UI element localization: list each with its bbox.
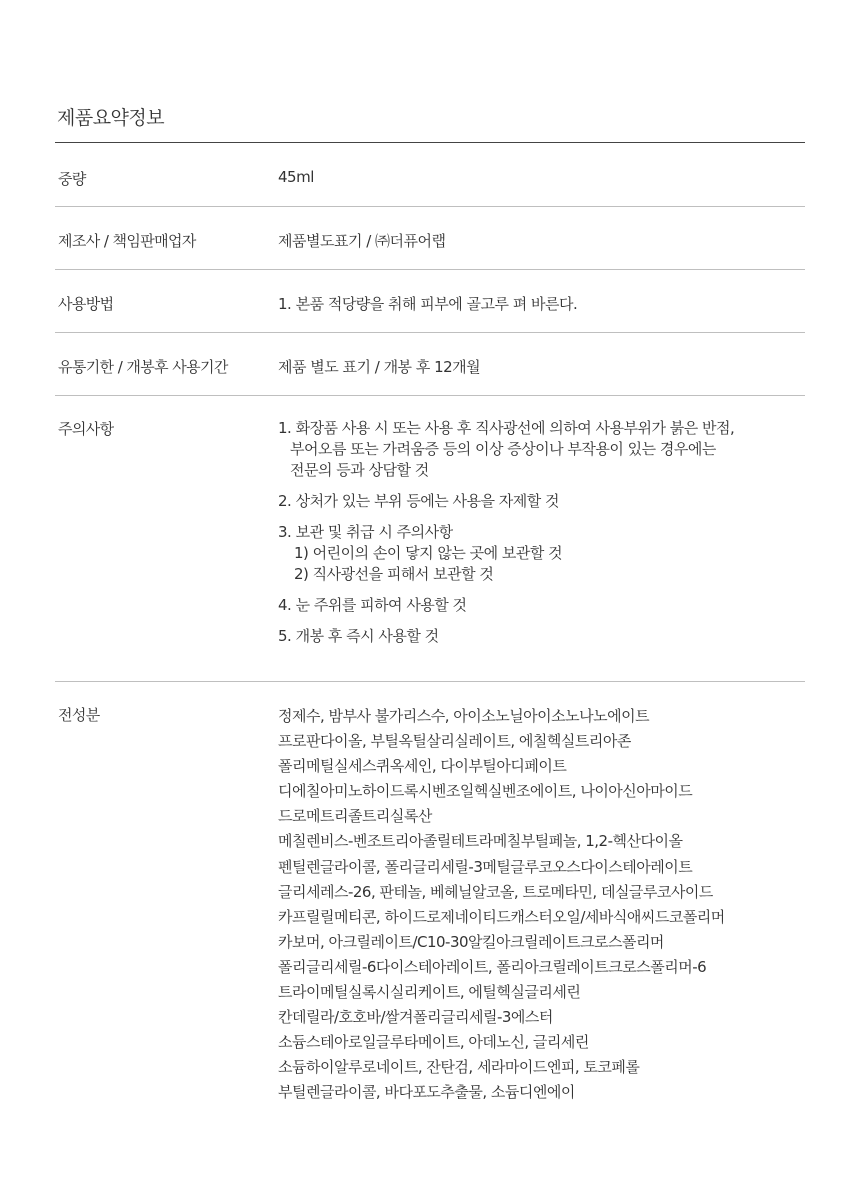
row-ingredients [55,682,805,1106]
caution-item [278,418,805,481]
row-label: 주의사항 [58,420,114,438]
ingredient-line: 정제수, 밤부사 불가리스수, 아이소노닐아이소노나노에이트 [278,707,650,725]
ingredient-line: 소듐하이알루로네이트, 잔탄검, 세라마이드엔피, 토코페롤 [278,1058,640,1077]
caution-item [278,522,805,585]
section-title: 제품요약정보 [57,107,165,129]
ingredient-line: 폴리메틸실세스퀴옥세인, 다이부틸아디페이트 [278,757,567,776]
caution-item [278,595,805,616]
caution-text: 3. 보관 및 취급 시 주의사항 [278,523,453,541]
row-label: 사용방법 [58,295,114,313]
row-label: 중량 [58,170,86,188]
row-value: 1. 본품 적당량을 취해 피부에 골고루 펴 바른다. [278,295,578,313]
ingredient-line: 소듐스테아로일글루타메이트, 아데노신, 글리세린 [278,1033,589,1052]
ingredient-line: 디에칠아미노하이드록시벤조일헥실벤조에이트, 나이아신아마이드 [278,782,693,801]
row-label: 전성분 [58,706,100,724]
row-value: 제품 별도 표기 / 개봉 후 12개월 [278,358,481,376]
row-caution [55,396,805,682]
ingredient-line: 트라이메틸실록시실리케이트, 에틸헥실글리세린 [278,983,581,1002]
ingredient-line: 카보머, 아크릴레이트/C10-30알킬아크릴레이트크로스폴리머 [278,932,664,951]
caution-text: 2. 상처가 있는 부위 등에는 사용을 자제할 것 [278,492,560,510]
ingredient-line: 프로판다이올, 부틸옥틸살리실레이트, 에칠헥실트리아존 [278,732,631,751]
ingredient-line: 펜틸렌글라이콜, 폴리글리세릴-3메틸글루코오스다이스테아레이트 [278,857,693,876]
row-expiry [55,333,805,396]
row-usage [55,270,805,333]
product-info-table [55,142,805,1106]
caution-text: 5. 개봉 후 즉시 사용할 것 [278,627,439,645]
row-value: 45ml [278,168,314,186]
caution-text: 1. 화장품 사용 시 또는 사용 후 직사광선에 의하여 사용부위가 붉은 반점, [278,419,735,437]
caution-text: 전문의 등과 상담할 것 [290,461,429,479]
ingredient-line: 부틸렌글라이콜, 바다포도추출물, 소듐디엔에이 [278,1083,575,1102]
ingredient-line: 드로메트리졸트리실록산 [278,807,432,826]
row-label: 제조사 / 책임판매업자 [58,232,196,250]
caution-text: 부어오름 또는 가려움증 등의 이상 증상이나 부작용이 있는 경우에는 [290,440,716,458]
ingredient-line: 카프릴릴메티콘, 하이드로제네이티드캐스터오일/세바식애씨드코폴리머 [278,907,725,926]
ingredients-list [278,682,805,1106]
caution-item [278,491,805,512]
ingredient-line: 메칠렌비스-벤조트리아졸릴테트라메칠부틸페놀, 1,2-헥산다이올 [278,832,683,851]
ingredient-line: 폴리글리세릴-6다이스테아레이트, 폴리아크릴레이트크로스폴리머-6 [278,957,707,976]
row-weight [55,143,805,207]
caution-subtext: 2) 직사광선을 피해서 보관할 것 [294,565,494,583]
row-label: 유통기한 / 개봉후 사용기간 [58,358,228,376]
ingredient-line: 칸데릴라/호호바/쌀겨폴리글리세릴-3에스터 [278,1008,553,1027]
ingredient-line: 글리세레스-26, 판테놀, 베헤닐알코올, 트로메타민, 데실글루코사이드 [278,882,713,901]
caution-list [278,396,805,681]
caution-text: 4. 눈 주위를 피하여 사용할 것 [278,596,467,614]
row-value: 제품별도표기 / ㈜더퓨어랩 [278,232,446,250]
caution-item [278,626,805,647]
caution-subtext: 1) 어린이의 손이 닿지 않는 곳에 보관할 것 [294,544,563,562]
row-manufacturer [55,207,805,270]
